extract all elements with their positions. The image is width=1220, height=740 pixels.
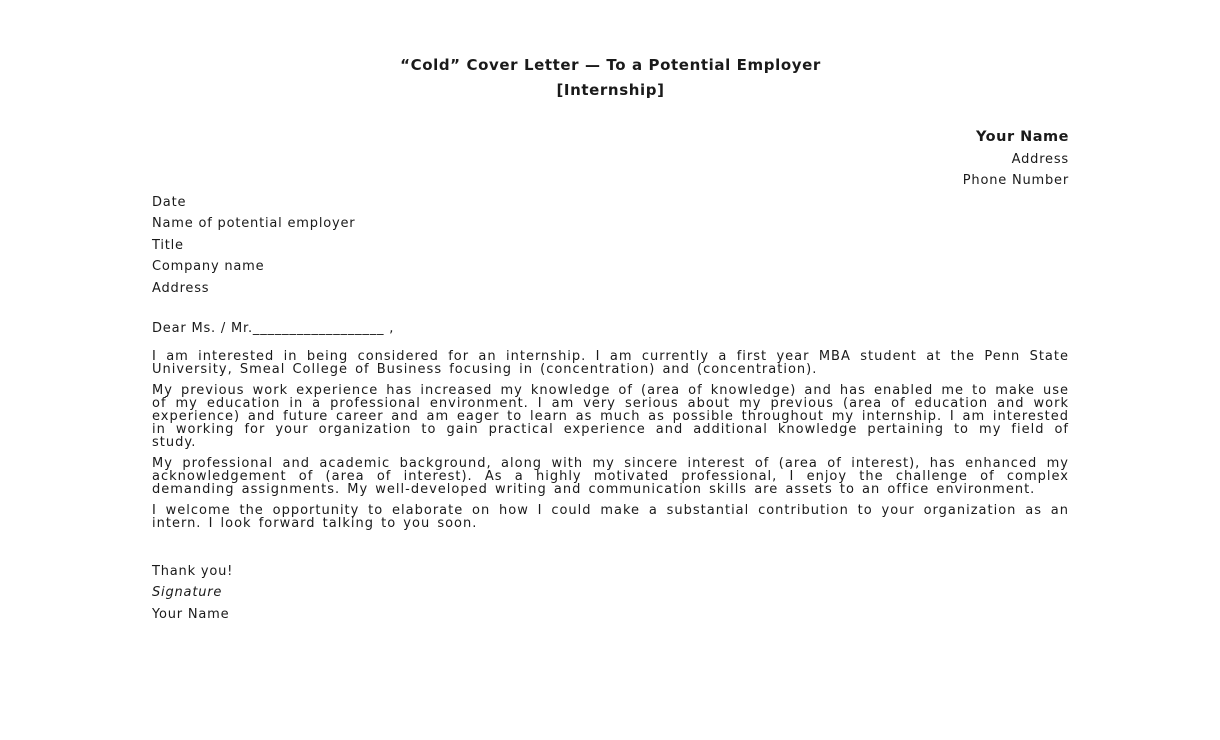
salutation: Dear Ms. / Mr.__________________ , [152,321,395,336]
sender-block [152,127,1069,192]
paragraph-intro: I am interested in being considered for an internship. I am currently a first year MBA student at the Penn State University, Smeal College of Business focusing in (concentration) and (concentration). [152,348,1069,377]
letter-content [152,0,1069,740]
recipient-employer-name: Name of potential employer [152,216,356,231]
closing-signature: Signature [152,585,223,600]
paragraph-closing-ask: I welcome the opportunity to elaborate on how I could make a substantial contribution to your organization as an intern. I look forward talking to you soon. [152,502,1069,531]
sender-address: Address [1011,151,1069,167]
paragraph-experience: My previous work experience has increased my knowledge of (area of knowledge) and has enabled me to make use of my education in a professional environment. I am very serious about my previous (area of education and work experience) and future career and am eager to learn as much as possible throughout my internship. I am interested in working for your organization to gain practical experience and additional knowledge pertaining to my field of study. [152,382,1069,450]
recipient-title: Title [152,237,184,253]
letter-subtitle: [Internship] [556,81,665,99]
paragraph-background: My professional and academic background, along with my sincere interest of (area of interest), has enhanced my acknowledgement of (area of interest). As a highly motivated professional, I enjoy the challenge of complex demanding assignments. My well-developed writing and communication skills are assets to an office environment. [152,455,1069,497]
closing-block [152,561,1069,626]
closing-thanks: Thank you! [152,563,234,579]
letter-title: “Cold” Cover Letter — To a Potential Employer [400,56,821,74]
letter-title-block [152,0,1069,98]
sender-name: Your Name [975,129,1069,145]
recipient-date: Date [152,194,187,210]
recipient-block [152,192,1069,300]
sender-phone: Phone Number [962,173,1069,188]
closing-name: Your Name [152,606,230,622]
recipient-company: Company name [152,259,265,274]
recipient-address: Address [152,280,210,296]
